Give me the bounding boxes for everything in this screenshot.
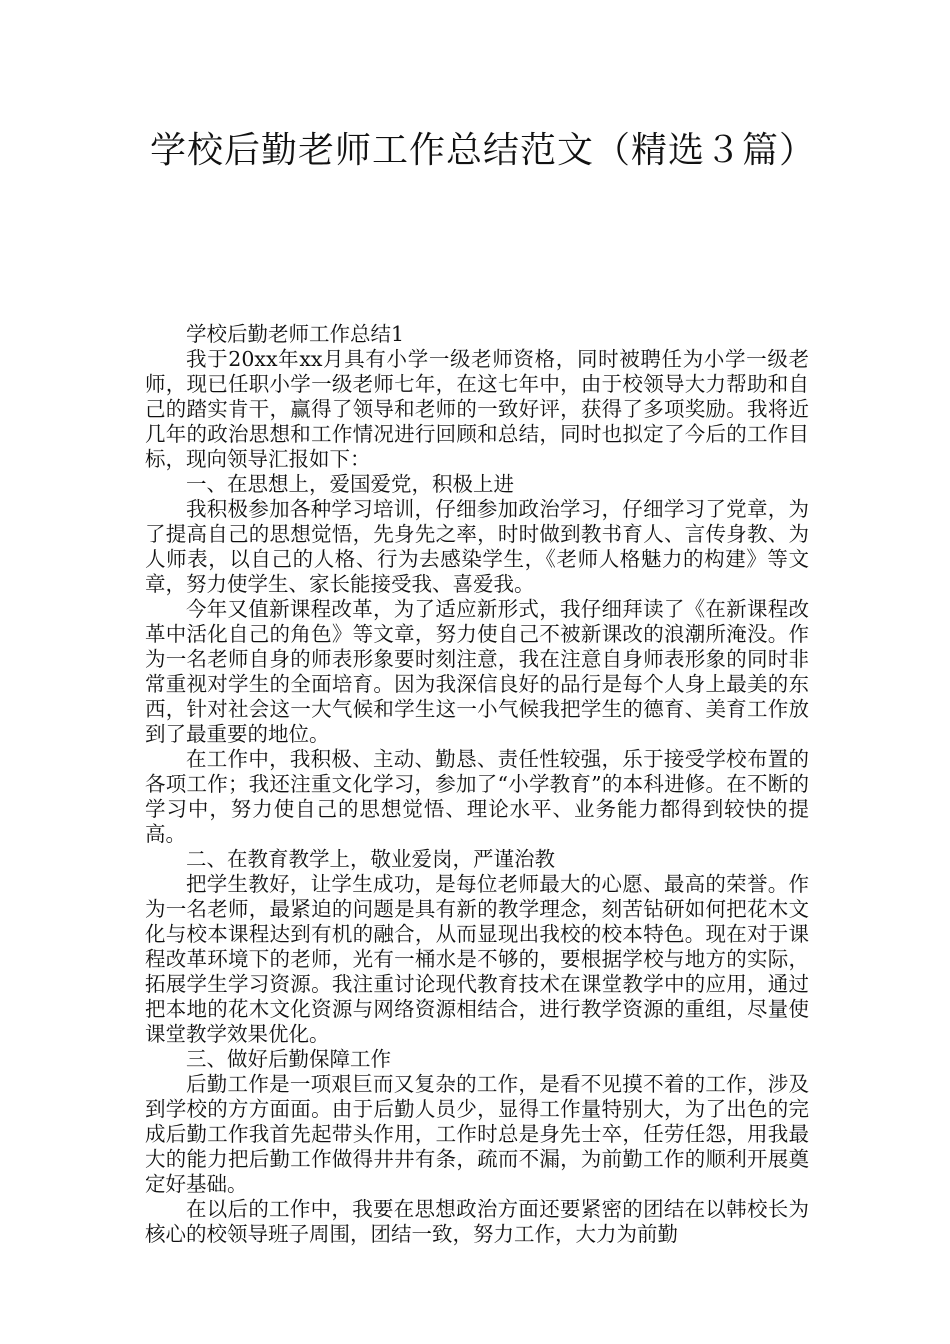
document-body (145, 322, 809, 1247)
document-title: 学校后勤老师工作总结范文（精选３篇） (150, 130, 817, 171)
section-heading-summary-1: 学校后勤老师工作总结1 (186, 322, 405, 346)
section-heading-teaching: 二、在教育教学上，敬业爱岗，严谨治教 (186, 847, 555, 871)
paragraph-curriculum-reform: 今年又值新课程改革，为了适应新形式，我仔细拜读了《在新课程改革中活化自己的角色》等文章，努力使自己不被新课改的浪潮所淹没。作为一名老师自身的师表形象要时刻注意，我在注意自身师表形象的同时非常重视对学生的全面培育。因为我深信良好的品行是每个人身上最美的东西，针对社会这一大气候和学生这一小气候我把学生的德育、美育工作放到了最重要的地位。 (145, 597, 809, 746)
paragraph-ideology-study: 我积极参加各种学习培训，仔细参加政治学习，仔细学习了党章，为了提高自己的思想觉悟，先身先之率，时时做到教书育人、言传身教、为人师表，以自己的人格、行为去感染学生，《老师人格魅力的构建》等文章，努力使学生、家长能接受我、喜爱我。 (145, 497, 809, 596)
paragraph-intro: 我于20xx年xx月具有小学一级老师资格，同时被聘任为小学一级老师，现已任职小学一级老师七年，在这七年中，由于校领导大力帮助和自己的踏实肯干，赢得了领导和老师的一致好评，获得了多项奖励。我将近几年的政治思想和工作情况进行回顾和总结，同时也拟定了今后的工作目标，现向领导汇报如下： (145, 347, 809, 471)
section-heading-logistics: 三、做好后勤保障工作 (186, 1047, 391, 1071)
paragraph-future-work: 在以后的工作中，我要在思想政治方面还要紧密的团结在以韩校长为核心的校领导班子周围，团结一致，努力工作，大力为前勤 (145, 1197, 809, 1246)
paragraph-logistics: 后勤工作是一项艰巨而又复杂的工作，是看不见摸不着的工作，涉及到学校的方方面面。由于后勤人员少，显得工作量特别大，为了出色的完成后勤工作我首先起带头作用，工作时总是身先士卒，任劳任怨，用我最大的能力把后勤工作做得井井有条，疏而不漏，为前勤工作的顺利开展奠定好基础。 (145, 1072, 809, 1196)
paragraph-teaching: 把学生教好，让学生成功，是每位老师最大的心愿、最高的荣誉。作为一名老师，最紧迫的问题是具有新的教学理念，刻苦钻研如何把花木文化与校本课程达到有机的融合，从而显现出我校的校本特色。现在对于课程改革环境下的老师，光有一桶水是不够的，要根据学校与地方的实际，拓展学生学习资源。我注重讨论现代教育技术在课堂教学中的应用，通过把本地的花木文化资源与网络资源相结合，进行教学资源的重组，尽量使课堂教学效果优化。 (145, 872, 809, 1046)
section-heading-ideology: 一、在思想上，爱国爱党，积极上进 (186, 472, 514, 496)
paragraph-work-attitude: 在工作中，我积极、主动、勤恳、责任性较强，乐于接受学校布置的各项工作；我还注重文化学习，参加了“小学教育”的本科进修。在不断的学习中，努力使自己的思想觉悟、理论水平、业务能力都得到较快的提高。 (145, 747, 809, 846)
